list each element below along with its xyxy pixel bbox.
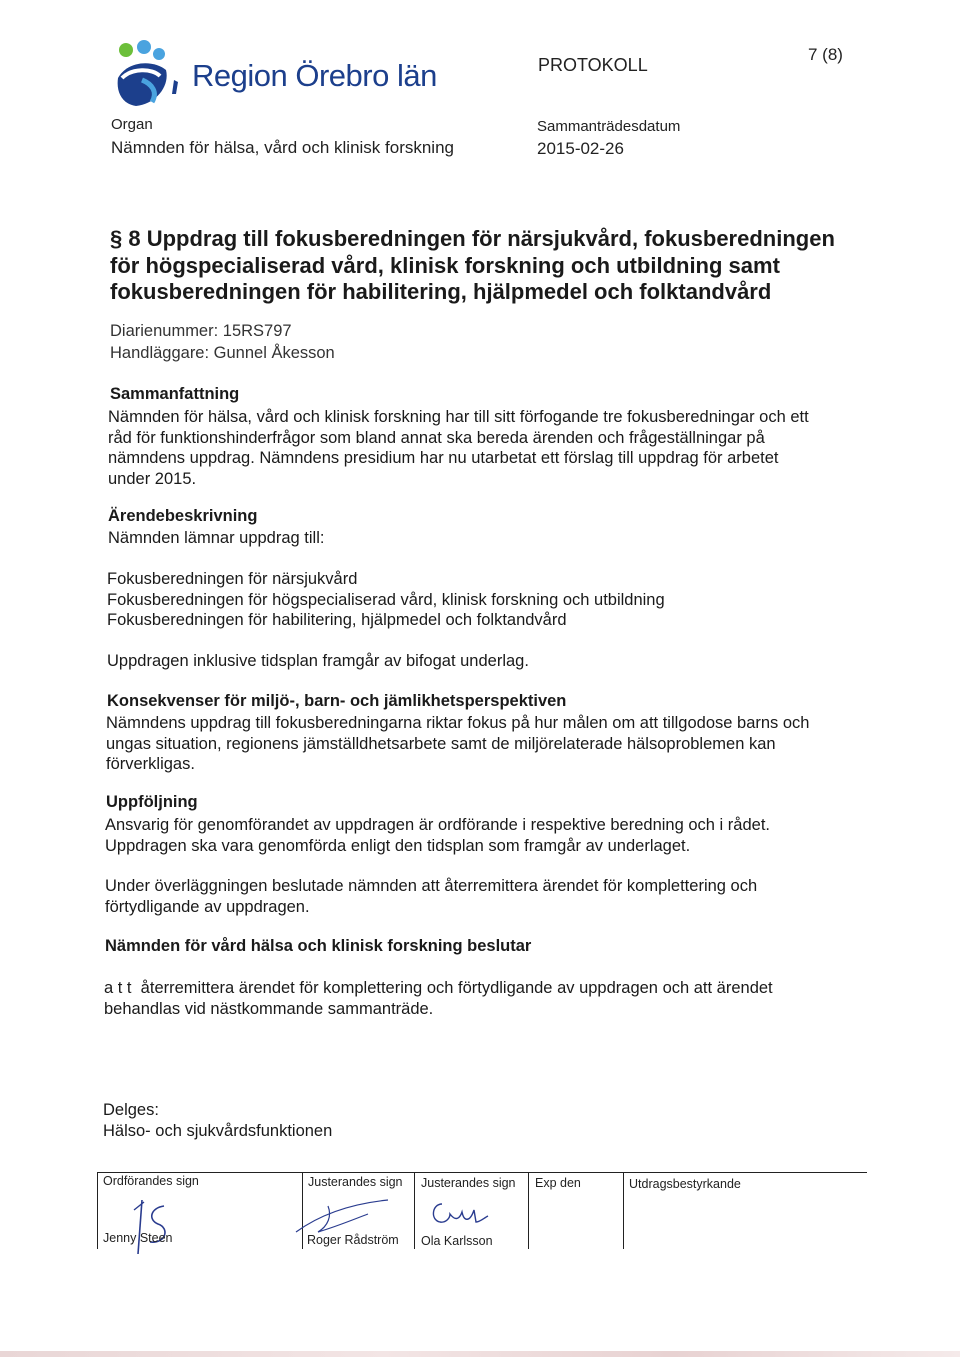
justerande1-sign-label: Justerandes sign (308, 1175, 403, 1189)
section-title-beslut: Nämnden för vård hälsa och klinisk forskning beslutar (105, 937, 532, 955)
handlaggare: Handläggare: Gunnel Åkesson (110, 344, 335, 362)
diarienummer: Diarienummer: 15RS797 (110, 322, 292, 340)
heading-line: för högspecialiserad vård, klinisk forskning och utbildning samt (110, 252, 780, 278)
text-line: Nämnden för hälsa, vård och klinisk forskning har till sitt förfogande tre fokusberedningar och ett (108, 408, 809, 426)
section-title-uppfoljning: Uppföljning (106, 793, 198, 811)
overlaggning-text (105, 876, 865, 917)
list-item: Fokusberedningen för habilitering, hjälpmedel och folktandvård (107, 611, 567, 629)
signature-divider (528, 1172, 529, 1249)
sammanfattning-text (108, 407, 868, 489)
delges-value: Hälso- och sjukvårdsfunktionen (103, 1122, 333, 1140)
ordforande-sign-label: Ordförandes sign (103, 1174, 199, 1188)
text-line: Ansvarig för genomförandet av uppdragen är ordförande i respektive beredning och i rådet. (105, 816, 770, 834)
text-line: a t t återremittera ärendet för komplettering och förtydligande av uppdragen och att ärendet (104, 979, 773, 997)
justerande2-name: Ola Karlsson (421, 1234, 493, 1248)
uppfoljning-text (105, 815, 865, 856)
justerande1-name: Roger Rådström (307, 1233, 399, 1247)
expden-label: Exp den (535, 1176, 581, 1190)
date-value: 2015-02-26 (537, 139, 624, 158)
justerande2-sign-label: Justerandes sign (421, 1176, 516, 1190)
logo-text: Region Örebro län (192, 58, 437, 93)
arende-list (107, 569, 867, 631)
text-line: nämndens uppdrag. Nämndens presidium har nu utarbetat ett förslag till uppdrag för arbetet (108, 449, 779, 467)
ordforande-name: Jenny Steen (103, 1231, 173, 1245)
document-type: PROTOKOLL (538, 55, 648, 75)
date-label: Sammanträdesdatum (537, 118, 681, 135)
beslut-text (104, 978, 864, 1019)
heading-line: fokusberedningen för habilitering, hjälpmedel och folktandvård (110, 279, 772, 304)
region-logo (112, 38, 192, 110)
section-title-arendebeskrivning: Ärendebeskrivning (108, 507, 258, 525)
arende-intro: Nämnden lämnar uppdrag till: (108, 529, 325, 547)
text-line: Nämndens uppdrag till fokusberedningarna riktar fokus på hur målen om att tillgodose barns och (106, 714, 810, 732)
signature-table-top-border (97, 1172, 867, 1173)
page-number: 7 (8) (808, 45, 843, 64)
utdragsbestyrkande-label: Utdragsbestyrkande (629, 1177, 741, 1191)
signature-divider (414, 1172, 415, 1249)
list-item: Fokusberedningen för närsjukvård (107, 570, 358, 588)
section-title-sammanfattning: Sammanfattning (110, 385, 240, 403)
organ-label: Organ (111, 116, 153, 133)
signature-roger-radstrom (288, 1196, 398, 1236)
text-line: Under överläggningen beslutade nämnden att återremittera ärendet för komplettering och (105, 877, 758, 895)
paragraph-heading (110, 226, 870, 306)
text-line: under 2015. (108, 469, 197, 488)
organ-value: Nämnden för hälsa, vård och klinisk forskning (111, 138, 454, 157)
heading-line: § 8 Uppdrag till fokusberedningen för närsjukvård, fokusberedningen (110, 226, 835, 251)
section-title-konsekvenser: Konsekvenser för miljö-, barn- och jämlikhetsperspektiven (107, 692, 567, 710)
text-line: Uppdragen ska vara genomförda enligt den tidsplan som framgår av underlaget. (105, 836, 691, 855)
scan-edge-strip (0, 1351, 960, 1357)
arende-tidsplan: Uppdragen inklusive tidsplan framgår av bifogat underlag. (107, 652, 529, 670)
list-item: Fokusberedningen för högspecialiserad vård, klinisk forskning och utbildning (107, 590, 665, 609)
signature-jenny-steen (120, 1196, 180, 1262)
region-logo-icon (112, 38, 192, 110)
text-line: förtydligande av uppdragen. (105, 897, 310, 916)
text-line: ungas situation, regionens jämställdhetsarbete samt de miljörelaterade hälsoproblemen kan (106, 734, 776, 753)
signature-ola-karlsson (426, 1196, 496, 1230)
signature-divider (97, 1172, 98, 1249)
text-line: förverkligas. (106, 755, 195, 773)
konsekvenser-text (106, 713, 866, 775)
delges-label: Delges: (103, 1101, 159, 1119)
text-line: behandlas vid nästkommande sammanträde. (104, 999, 434, 1018)
signature-divider (623, 1172, 624, 1249)
text-line: råd för funktionshinderfrågor som bland annat ska bereda ärenden och frågeställningar på (108, 428, 765, 447)
